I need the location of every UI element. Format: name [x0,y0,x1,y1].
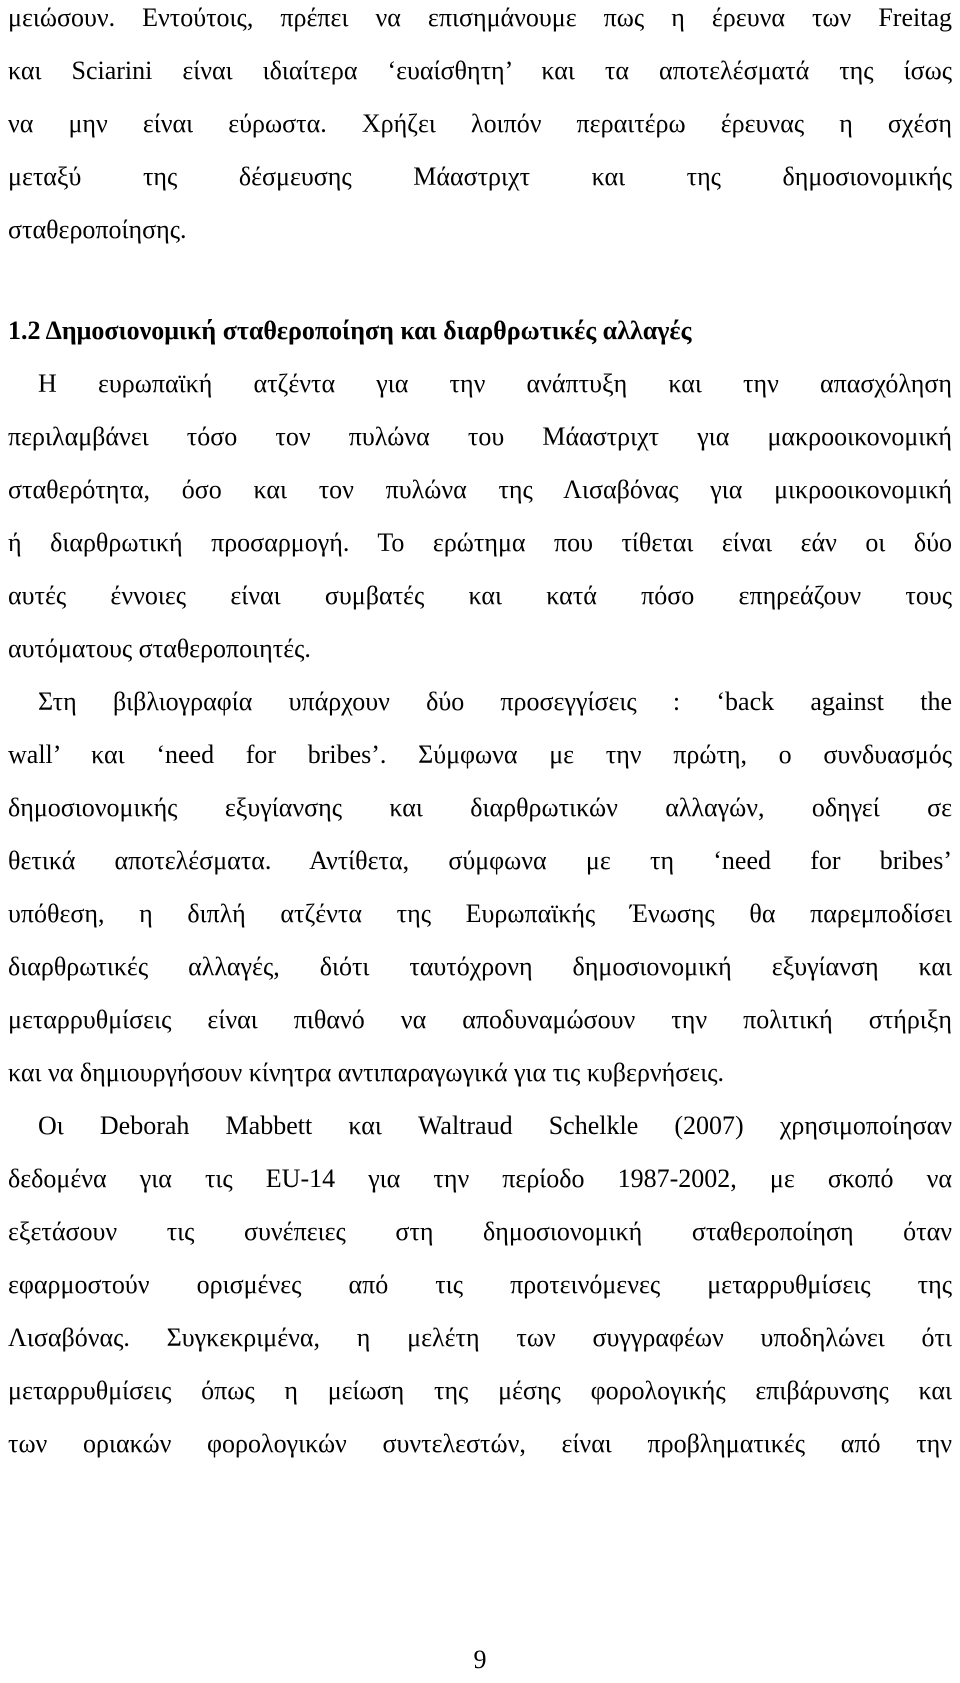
text-line: θετικά αποτελέσματα. Αντίθετα, σύμφωνα με τη ‘need for bribes’ [8,846,952,875]
page-number: 9 [473,1645,487,1674]
text-line: των οριακών φορολογικών συντελεστών, είναι προβληματικές από την [8,1429,952,1458]
text-line: Οι Deborah Mabbett και Waltraud Schelkle (2007) χρησιμοποίησαν [38,1111,952,1140]
text-line: διαρθρωτικές αλλαγές, διότι ταυτόχρονη δημοσιονομική εξυγίανση και [8,952,952,981]
text-line: Λισαβόνας. Συγκεκριμένα, η μελέτη των συγγραφέων υποδηλώνει ότι [8,1323,952,1352]
text-line: να μην είναι εύρωστα. Χρήζει λοιπόν περαιτέρω έρευνας η σχέση [8,109,952,138]
text-line: και Sciarini είναι ιδιαίτερα ‘ευαίσθητη’ και τα αποτελέσματά της ίσως [8,56,952,85]
section-heading: 1.2 Δημοσιονομική σταθεροποίηση και διαρθρωτικές αλλαγές [8,316,692,345]
text-line: αυτόματους σταθεροποιητές. [8,634,311,663]
text-line: δημοσιονομικής εξυγίανσης και διαρθρωτικών αλλαγών, οδηγεί σε [8,793,952,822]
text-line: μεταξύ της δέσμευσης Μάαστριχτ και της δημοσιονομικής [8,162,952,191]
text-line: αυτές έννοιες είναι συμβατές και κατά πόσο επηρεάζουν τους [8,581,952,610]
text-line: ή διαρθρωτική προσαρμογή. Το ερώτημα που τίθεται είναι εάν οι δύο [8,528,952,557]
text-line: μεταρρυθμίσεις όπως η μείωση της μέσης φορολογικής επιβάρυνσης και [8,1376,952,1405]
text-line: εξετάσουν τις συνέπειες στη δημοσιονομική σταθεροποίηση όταν [8,1217,952,1246]
text-line: Στη βιβλιογραφία υπάρχουν δύο προσεγγίσεις : ‘back against the [38,687,952,716]
text-line: Η ευρωπαϊκή ατζέντα για την ανάπτυξη και την απασχόληση [38,369,952,398]
text-line: περιλαμβάνει τόσο τον πυλώνα του Μάαστριχτ για μακροοικονομική [8,422,952,451]
text-line: μειώσουν. Εντούτοις, πρέπει να επισημάνουμε πως η έρευνα των Freitag [8,3,952,32]
text-line: και να δημιουργήσουν κίνητρα αντιπαραγωγικά για τις κυβερνήσεις. [8,1058,724,1087]
text-line: δεδομένα για τις EU-14 για την περίοδο 1987-2002, με σκοπό να [8,1164,952,1193]
text-line: wall’ και ‘need for bribes’. Σύμφωνα με την πρώτη, ο συνδυασμός [8,740,952,769]
text-line: υπόθεση, η διπλή ατζέντα της Ευρωπαϊκής Ένωσης θα παρεμποδίσει [8,899,952,928]
text-line: σταθεροποίησης. [8,215,187,244]
text-line: εφαρμοστούν ορισμένες από τις προτεινόμενες μεταρρυθμίσεις της [8,1270,952,1299]
text-line: σταθερότητα, όσο και τον πυλώνα της Λισαβόνας για μικροοικονομική [8,475,952,504]
text-line: μεταρρυθμίσεις είναι πιθανό να αποδυναμώσουν την πολιτική στήριξη [8,1005,952,1034]
